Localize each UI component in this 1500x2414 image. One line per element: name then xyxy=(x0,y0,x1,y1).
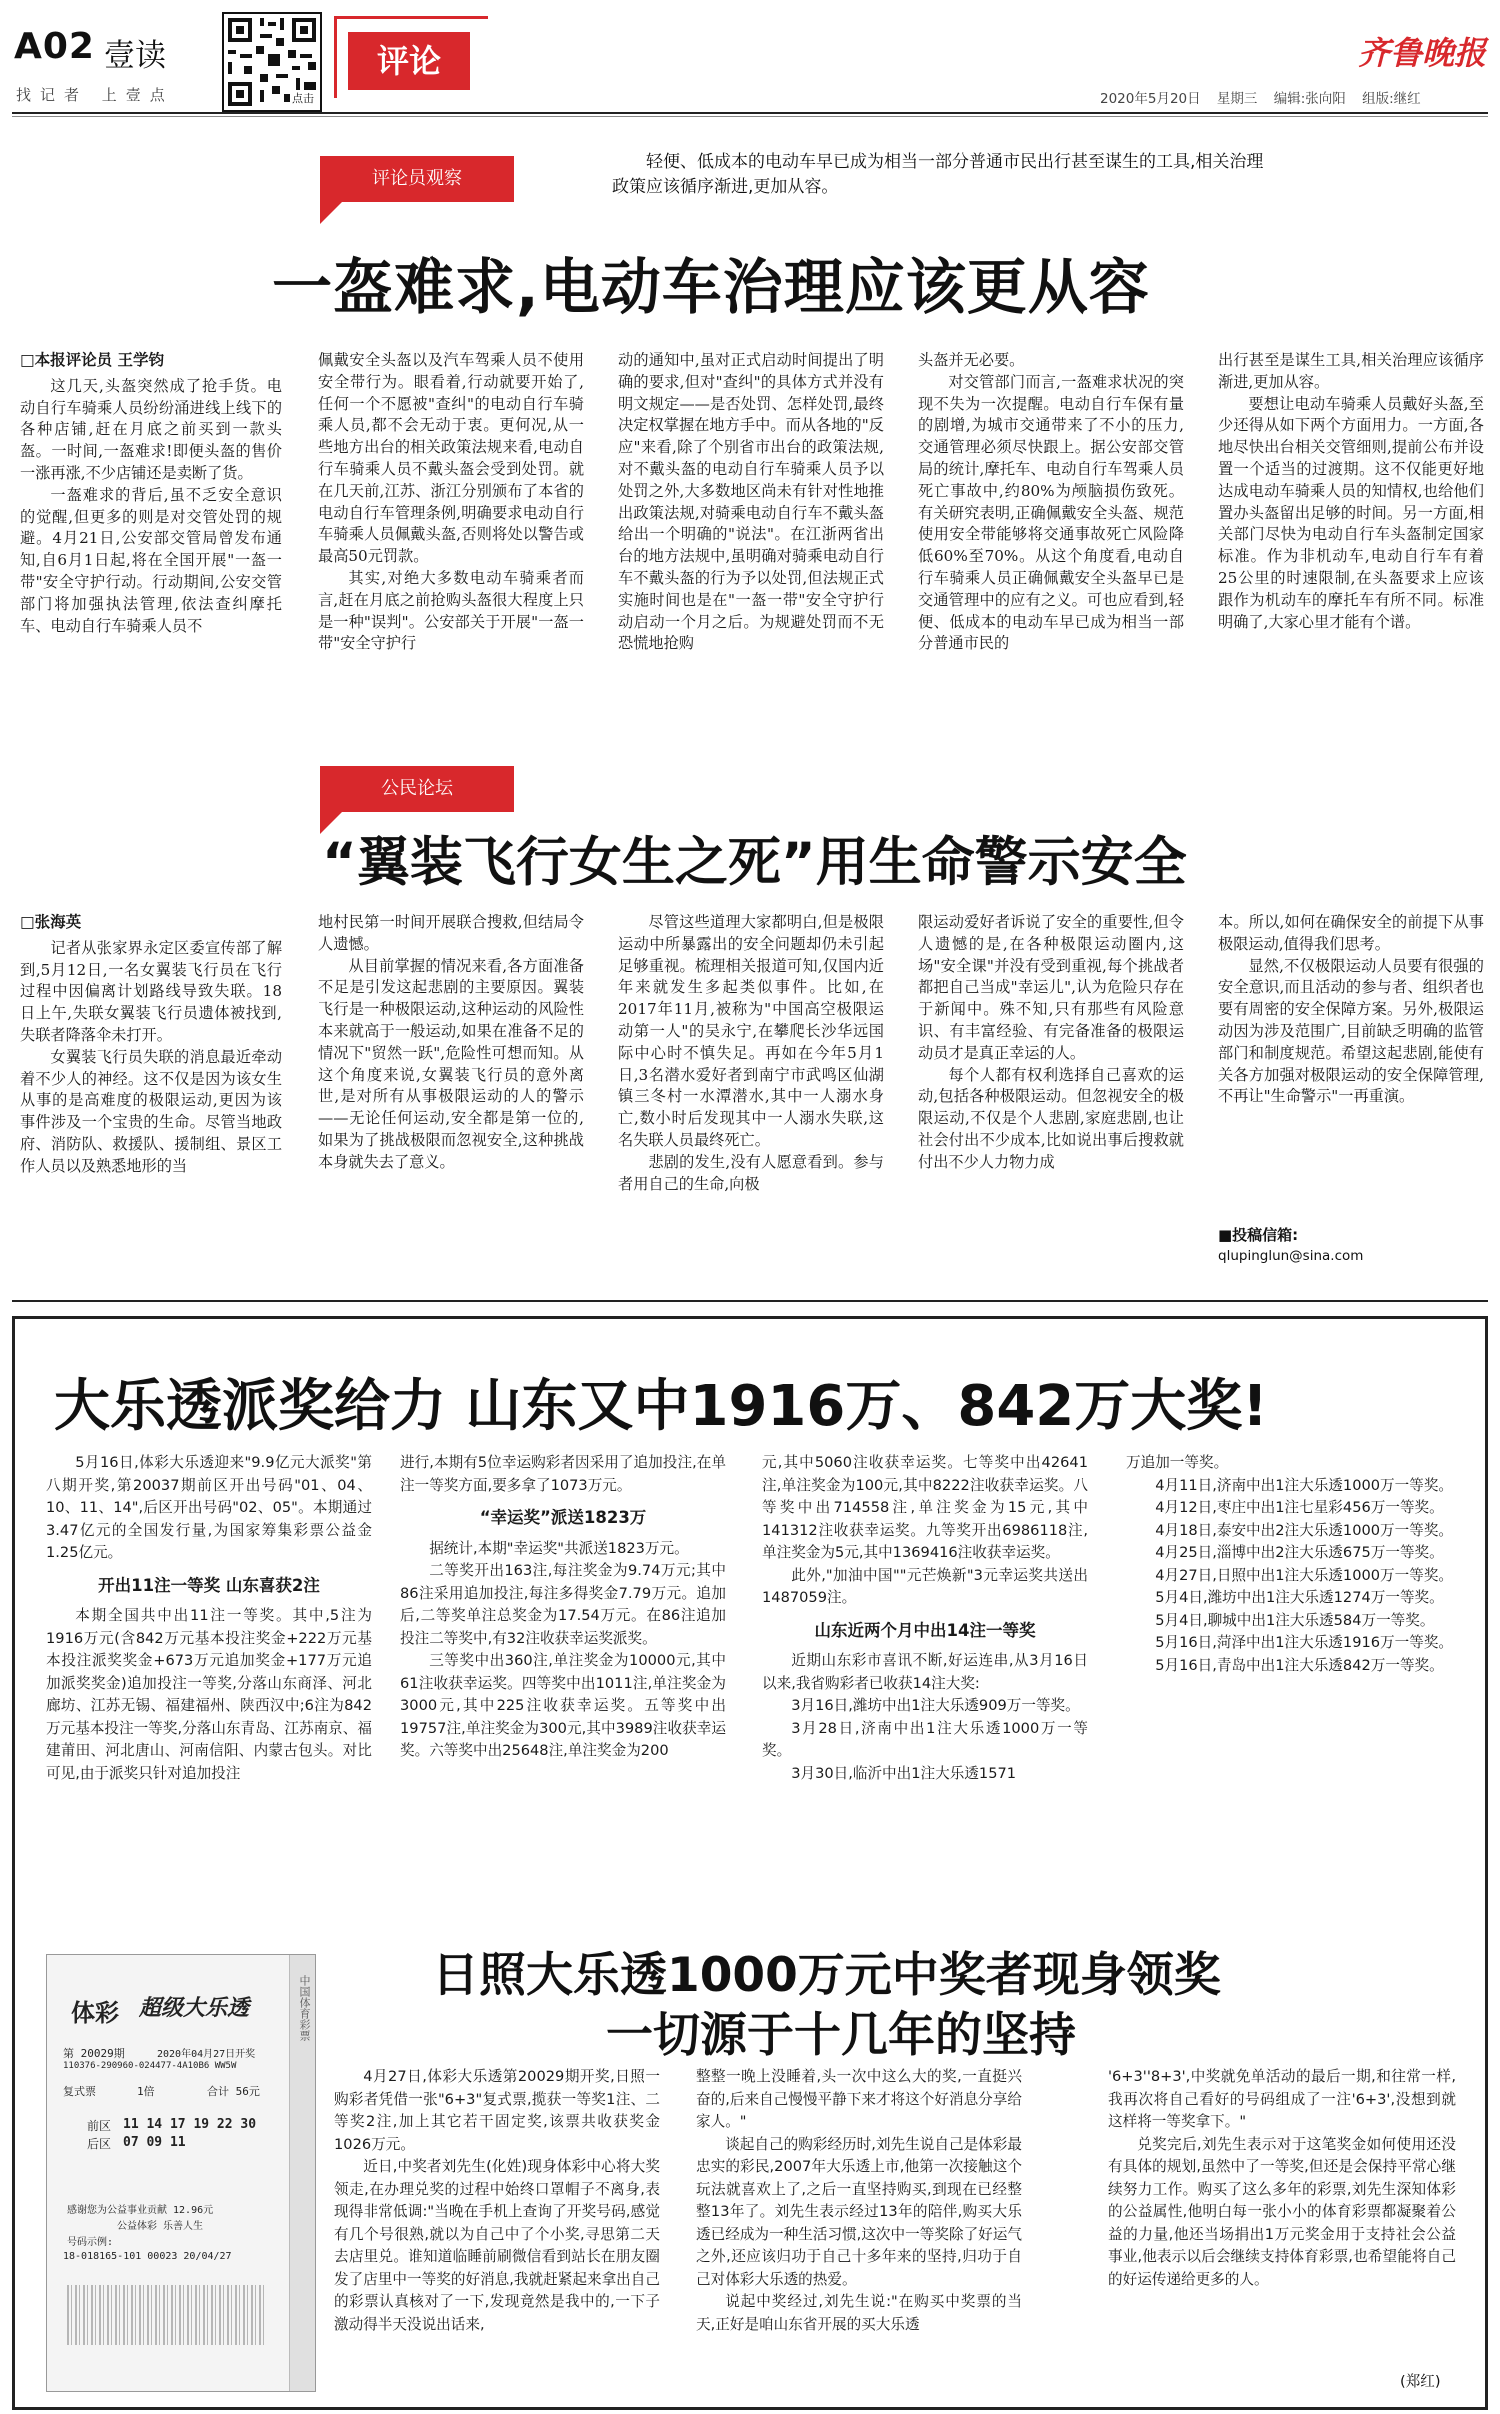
paragraph: 二等奖开出163注,每注奖金为9.74万元;其中86注采用追加投注,每注多得奖金7.79万元。追加后,二等奖单注总奖金为17.54万元。在86注追加投注二等奖中,有32注收获幸运奖派奖。 xyxy=(400,1562,726,1647)
section-name: 壹读 xyxy=(104,38,166,74)
lotto2-title-line1: 日照大乐透1000万元中奖者现身领奖 xyxy=(432,1948,1221,2003)
lottery-ticket xyxy=(46,1954,316,2392)
ticket-times: 1倍 xyxy=(137,2085,155,2098)
paragraph: 一盔难求的背后,虽不乏安全意识的觉醒,但更多的则是对交管处罚的规避。4月21日,公安部交管局曾发布通知,自6月1日起,将在全国开展"一盔一带"安全守护行动。行动期间,公安交管部门将加强执法管理,依法查纠摩托车、电动自行车骑乘人员不 xyxy=(20,485,282,635)
ticket-footer-2: 公益体彩 乐善人生 xyxy=(117,2221,204,2232)
paragraph: 近日,中奖者刘先生(化姓)现身体彩中心将大奖领走,在办理兑奖的过程中始终口罩帽子不离身,表现得非常低调:"当晚在手机上查询了开奖号码,感觉有几个号很熟,就以为自己中了个小奖,寻思第二天去店里兑。谁知道临睡前刷微信看到站长在朋友圈发了店里中一等奖的好消息,我就赶紧起来拿出自己的彩票认真核对了一下,发现竟然是我中的,一下子激动得半天没说出话来, xyxy=(334,2158,660,2333)
page-number: A02 xyxy=(14,26,95,67)
lotto1-col1 xyxy=(46,1452,372,1912)
paragraph: 出行甚至是谋生工具,相关治理应该循序渐进,更加从容。 xyxy=(1218,351,1484,391)
paragraph: 佩戴安全头盔以及汽车驾乘人员不使用安全带行为。眼看着,行动就要开始了,任何一个不愿被"查纠"的电动自行车骑乘人员,都不会无动于衷。更何况,从一些地方出台的相关政策法规来看,电动自行车骑乘人员不戴头盔会受到处罚。就在几天前,江苏、浙江分别颁布了本省的电动自行车管理条例,明确要求电动自行车骑乘人员佩戴头盔,否则将处以警告或最高50元罚款。 xyxy=(318,351,584,566)
article1-col1 xyxy=(20,350,282,732)
article1-col5 xyxy=(1218,350,1484,732)
brand-logo-text: 齐鲁晚报 xyxy=(1358,34,1487,72)
paragraph: 每个人都有权利选择自己喜欢的运动,包括各种极限运动。但忽视安全的极限运动,不仅是个人悲剧,家庭悲剧,也让社会付出不少成本,比如说出事后搜救就付出不少人力物力成 xyxy=(918,1065,1184,1171)
article1-tag: 评论员观察 xyxy=(320,156,514,202)
lotto2-signature: (郑红) xyxy=(1400,2373,1441,2390)
article1-col2 xyxy=(318,350,584,732)
paragraph: 本。所以,如何在确保安全的前提下从事极限运动,值得我们思考。 xyxy=(1218,913,1484,953)
article2-tag: 公民论坛 xyxy=(320,766,514,812)
paragraph: 此外,"加油中国""元芒焕新"3元幸运奖共送出1487059注。 xyxy=(762,1566,1088,1606)
paragraph: 兑奖完后,刘先生表示对于这笔奖金如何使用还没有具体的规划,虽然中了一等奖,但还是会保持平常心继续努力工作。购买了这么多年的彩票,刘先生深知体彩的公益属性,他明白每一张小小的体育彩票都凝聚着公益的力量,他还当场捐出1万元奖金用于支持社会公益事业,他表示以后会继续支持体育彩票,也希望能将自己的好运传递给更多的人。 xyxy=(1108,2135,1456,2288)
paragraph: 从目前掌握的情况来看,各方面准备不足是引发这起悲剧的主要原因。翼装飞行是一种极限运动,这种运动的风险性本来就高于一般运动,如果在准备不足的情况下"贸然一跃",危险性可想而知。从这个角度来说,女翼装飞行员的意外离世,是对所有从事极限运动的人的警示——无论任何运动,安全都是第一位的,如果为了挑战极限而忽视安全,这种挑战本身就失去了意义。 xyxy=(318,956,584,1171)
ticket-footer-3: 号码示例: xyxy=(67,2237,114,2248)
paragraph: 进行,本期有5位幸运购彩者因采用了追加投注,在单注一等奖方面,要多拿了1073万元。 xyxy=(400,1454,726,1494)
ticket-brand-right: 超级大乐透 xyxy=(139,1996,250,2021)
lotto1-col3 xyxy=(762,1452,1088,1912)
header-rule-thin xyxy=(12,116,1488,117)
paragraph: 5月4日,聊城中出1注大乐透584万一等奖。 xyxy=(1155,1611,1435,1629)
paragraph: 3月16日,潍坊中出1注大乐透909万一等奖。 xyxy=(791,1697,1080,1714)
ticket-brand-left: 体彩 xyxy=(71,1999,119,2027)
paragraph: 地村民第一时间开展联合搜救,但结局令人遗憾。 xyxy=(318,913,584,953)
article1-lead: 轻便、低成本的电动车早已成为相当一部分普通市民出行甚至谋生的工具,相关治理政策应该循序渐进,更加从容。 xyxy=(612,152,1264,197)
paragraph: 3月28日,济南中出1注大乐透1000万一等奖。 xyxy=(762,1719,1088,1759)
lotto2-col2 xyxy=(696,2066,1022,2396)
header-weekday: 星期三 xyxy=(1216,91,1258,107)
article2-col1 xyxy=(20,912,282,1272)
ticket-date: 2020年04月27日开奖 xyxy=(157,2049,256,2060)
paragraph: 5月16日,青岛中出1注大乐透842万一等奖。 xyxy=(1155,1656,1444,1674)
paragraph: 三等奖中出360注,单注奖金为10000元,其中61注收获幸运奖。四等奖中出1011注,单注奖金为3000元,其中225注收获幸运奖。五等奖中出19757注,单注奖金为300元,其中3989注收获幸运奖。六等奖中出25648注,单注奖金为200 xyxy=(400,1652,726,1759)
paragraph: 5月16日,体彩大乐透迎来"9.9亿元大派奖"第八期开奖,第20037期前区开出号码"01、04、10、11、14",后区开出号码"02、05"。本期通过3.47亿元的全国发行量,为国家筹集彩票公益金1.25亿元。 xyxy=(46,1454,372,1561)
ticket-footer-4: 18-018165-101 00023 20/04/27 xyxy=(63,2251,232,2262)
lotto1-subhead-2: “幸运奖”派送1823万 xyxy=(479,1508,647,1527)
reporter-hotline: 找记者 上壹点 xyxy=(16,86,174,104)
lotto1-col4 xyxy=(1126,1452,1456,1912)
article2-title: “翼装飞行女生之死”用生命警示安全 xyxy=(322,832,1187,893)
paragraph: 3月30日,临沂中出1注大乐透1571 xyxy=(791,1764,1017,1782)
header-designer: 组版:继红 xyxy=(1362,91,1421,107)
ticket-back-numbers: 07 09 11 xyxy=(123,2135,186,2150)
ticket-front-label: 前区 xyxy=(87,2119,112,2133)
paragraph: 谈起自己的购彩经历时,刘先生说自己是体彩最忠实的彩民,2007年大乐透上市,他第一次接触这个玩法就喜欢上了,之后一直坚持购买,到现在已经整整13年了。刘先生表示经过13年的陪伴,购买大乐透已经成为一种生活习惯,这次中一等奖除了好运气之外,还应该归功于自己十多年来的坚持,归功于自己对体彩大乐透的热爱。 xyxy=(696,2135,1022,2288)
paragraph: '6+3''8+3',中奖就免单活动的最后一期,和往常一样,我再次将自己看好的号码组成了一注'6+3',没想到就这样将一等奖拿下。" xyxy=(1108,2068,1456,2130)
brand-logo xyxy=(1354,26,1490,78)
paragraph: 5月4日,潍坊中出1注大乐透1274万一等奖。 xyxy=(1155,1589,1444,1606)
article1-title: 一盔难求,电动车治理应该更从容 xyxy=(272,253,1150,323)
paragraph: 5月16日,菏泽中出1注大乐透1916万一等奖。 xyxy=(1155,1634,1454,1651)
lotto2-title-line2: 一切源于十几年的坚持 xyxy=(606,2008,1076,2063)
paragraph: 本期全国共中出11注一等奖。其中,5注为1916万元(含842万元基本投注奖金+222万元基本投注派奖奖金+673万元追加奖金+177万元追加派奖奖金)追加投注一等奖,分落山东商泽、河北廊坊、江苏无锡、福建福州、陕西汉中;6注为842万元基本投注一等奖,分落山东青岛、江苏南京、福建莆田、河北唐山、河南信阳、内蒙古包头。对比可见,由于派奖只针对追加投注 xyxy=(46,1607,372,1782)
ticket-footer-1: 感谢您为公益事业贡献 12.96元 xyxy=(67,2205,214,2216)
ticket-side-text: 中国体育彩票 xyxy=(298,1975,311,2041)
lotto1-subhead-3: 山东近两个月中出14注一等奖 xyxy=(814,1620,1036,1640)
lotto2-col3 xyxy=(1108,2066,1456,2370)
lotto1-title: 大乐透派奖给力 山东又中1916万、842万大奖! xyxy=(54,1374,1268,1439)
paragraph: 要想让电动车骑乘人员戴好头盔,至少还得从如下两个方面用力。一方面,各地尽快出台相关交管细则,提前公布并设置一个适当的过渡期。这不仅能更好地达成电动车骑乘人员的知情权,也给他们置办头盔留出足够的时间。另一方面,相关部门尽快为电动自行车头盔制定国家标准。作为非机动车,电动自行车有着25公里的时速限制,在头盔要求上应该跟作为机动车的摩托车有所不同。标准明确了,大家心里才能有个谱。 xyxy=(1218,394,1484,631)
paragraph: 整整一晚上没睡着,头一次中这么大的奖,一直挺兴奋的,后来自己慢慢平静下来才将这个好消息分享给家人。" xyxy=(696,2068,1022,2130)
article1-byline: □本报评论员 王学钧 xyxy=(20,351,165,369)
article2-byline: □张海英 xyxy=(20,913,82,931)
ticket-amount: 合计 56元 xyxy=(207,2085,260,2098)
paragraph: 说起中奖经过,刘先生说:"在购买中奖票的当天,正好是咱山东省开展的买大乐透 xyxy=(696,2293,1022,2333)
article2-col2 xyxy=(318,912,584,1272)
paragraph: 4月12日,枣庄中出1注七星彩456万一等奖。 xyxy=(1155,1499,1444,1516)
ticket-back-label: 后区 xyxy=(87,2137,112,2151)
lotto1-col2 xyxy=(400,1452,726,1912)
paragraph: 4月18日,泰安中出2注大乐透1000万一等奖。 xyxy=(1155,1521,1454,1539)
paragraph: 女翼装飞行员失联的消息最近牵动着不少人的神经。这不仅是因为该女生从事的是高难度的极限运动,更因为该事件涉及一个宝贵的生命。尽管当地政府、消防队、救援队、援制组、景区工作人员以及熟悉地形的当 xyxy=(20,1047,282,1175)
paragraph: 其实,对绝大多数电动车骑乘者而言,赶在月底之前抢购头盔很大程度上只是一种"误判"。公安部关于开展"一盔一带"安全守护行 xyxy=(318,568,584,653)
article2-contact-email[interactable]: qlupinglun@sina.com xyxy=(1218,1248,1364,1264)
lotto2-col1 xyxy=(334,2066,660,2396)
qr-label: 点击 xyxy=(292,92,314,105)
paragraph: 据统计,本期"幸运奖"共派送1823万元。 xyxy=(429,1539,689,1557)
ticket-front-numbers: 11 14 17 19 22 30 xyxy=(123,2117,257,2132)
paragraph: 元,其中5060注收获幸运奖。七等奖中出42641注,单注奖金为100元,其中8222注收获幸运奖。八等奖中出714558注,单注奖金为15元,其中141312注收获幸运奖。九等奖开出6986118注,单注奖金为5元,其中1369416注收获幸运奖。 xyxy=(762,1454,1088,1561)
article2-col5 xyxy=(1218,912,1484,1222)
paragraph: 记者从张家界永定区委宣传部了解到,5月12日,一名女翼装飞行员在飞行过程中因偏离计划路线导致失联。18日上午,失联女翼装飞行员遗体被找到,失联者降落伞未打开。 xyxy=(20,938,282,1044)
paragraph: 动的通知中,虽对正式启动时间提出了明确的要求,但对"查纠"的具体方式并没有明文规定——是否处罚、怎样处罚,最终决定权掌握在地方手中。而从各地的"反应"来看,除了个别省市出台的政策法规,对不戴头盔的电动自行车骑乘人员予以处罚之外,大多数地区尚未有针对性地推出政策法规,对骑乘电动自行车不戴头盔给出一个明确的"说法"。在江浙两省出台的地方法规中,虽明确对骑乘电动自行车不戴头盔的行为予以处罚,但法规正式实施时间也是在"一盔一带"安全守护行动启动一个月之后。为规避处罚而不无恐慌地抢购 xyxy=(618,351,884,653)
ticket-barcode xyxy=(67,2285,267,2345)
ticket-type: 复式票 xyxy=(63,2085,96,2098)
paragraph: 限运动爱好者诉说了安全的重要性,但令人遗憾的是,在各种极限运动圈内,这场"安全课"并没有受到重视,每个挑战者都把自己当成"幸运儿",认为危险只存在于新闻中。殊不知,只有那些有风险意识、有丰富经验、有完备准备的极限运动员才是真正幸运的人。 xyxy=(918,913,1184,1062)
article1-col3 xyxy=(618,350,884,732)
paragraph: 悲剧的发生,没有人愿意看到。参与者用自己的生命,向极 xyxy=(618,1152,884,1193)
paragraph: 4月11日,济南中出1注大乐透1000万一等奖。 xyxy=(1155,1476,1454,1494)
paragraph: 4月27日,日照中出1注大乐透1000万一等奖。 xyxy=(1155,1566,1454,1584)
header-rule xyxy=(12,112,1488,114)
paragraph: 这几天,头盔突然成了抢手货。电动自行车骑乘人员纷纷涌进线上线下的各种店铺,赶在月底之前买到一款头盔。一时间,一盔难求!即便头盔的售价一涨再涨,不少店铺还是卖断了货。 xyxy=(20,376,282,482)
ticket-issue: 第 20029期 xyxy=(63,2047,125,2060)
article2-col3 xyxy=(618,912,884,1272)
category-label: 评论 xyxy=(348,32,470,90)
paragraph: 4月27日,体彩大乐透第20029期开奖,日照一购彩者凭借一张"6+3"复式票,揽获一等奖1注、二等奖2注,加上其它若干固定奖,该票共收获奖金1026万元。 xyxy=(334,2068,660,2153)
header-date: 2020年5月20日 xyxy=(1100,91,1201,107)
paragraph: 4月25日,淄博中出2注大乐透675万一等奖。 xyxy=(1155,1544,1444,1561)
paragraph: 近期山东彩市喜讯不断,好运连串,从3月16日以来,我省购彩者已收获14注大奖: xyxy=(762,1652,1088,1692)
paragraph: 显然,不仅极限运动人员要有很强的安全意识,而且活动的参与者、组织者也要有周密的安全保障方案。另外,极限运动因为涉及范围广,目前缺乏明确的监管部门和制度规范。希望这起悲剧,能使有关各方加强对极限运动的安全保障管理,不再让"生命警示"一再重演。 xyxy=(1218,956,1484,1106)
header-meta xyxy=(1100,87,1421,107)
section-divider xyxy=(12,1300,1488,1302)
article1-col4 xyxy=(918,350,1184,732)
header-editor: 编辑:张向阳 xyxy=(1273,91,1346,107)
article1-tag-tail xyxy=(320,202,342,224)
lotto1-subhead-1: 开出11注一等奖 山东喜获2注 xyxy=(98,1575,320,1595)
article2-contact-label: ■投稿信箱: xyxy=(1218,1226,1299,1244)
article2-col4 xyxy=(918,912,1184,1272)
paragraph: 对交管部门而言,一盔难求状况的突现不失为一次提醒。电动自行车保有量的剧增,为城市交通带来了不小的压力,交通管理必须尽快跟上。据公安部交管局的统计,摩托车、电动自行车驾乘人员死亡事故中,约80%为颅脑损伤致死。有关研究表明,正确佩戴安全头盔、规范使用安全带能够将交通事故死亡风险降低60%至70%。从这个角度看,电动自行车骑乘人员正确佩戴安全头盔早已是交通管理中的应有之义。可也应看到,轻便、低成本的电动车早已成为相当一部分普通市民的 xyxy=(918,372,1184,653)
paragraph: 尽管这些道理大家都明白,但是极限运动中所暴露出的安全问题却仍未引起足够重视。梳理相关报道可知,仅国内近年来就发生多起类似事件。比如,在2017年11月,被称为"中国高空极限运动第一人"的吴永宁,在攀爬长沙华远国际中心时不慎失足。再如在今年5月1日,3名潜水爱好者到南宁市武鸣区仙湖镇三冬村一水潭潜水,其中一人溺水身亡,数小时后发现其中一人溺水失联,这名失联人员最终死亡。 xyxy=(618,913,884,1149)
paragraph: 万追加一等奖。 xyxy=(1126,1454,1229,1471)
paragraph: 头盔并无必要。 xyxy=(918,351,1025,369)
ticket-code: 110376-290960-024477-4A10B6 WW5W xyxy=(63,2061,237,2071)
